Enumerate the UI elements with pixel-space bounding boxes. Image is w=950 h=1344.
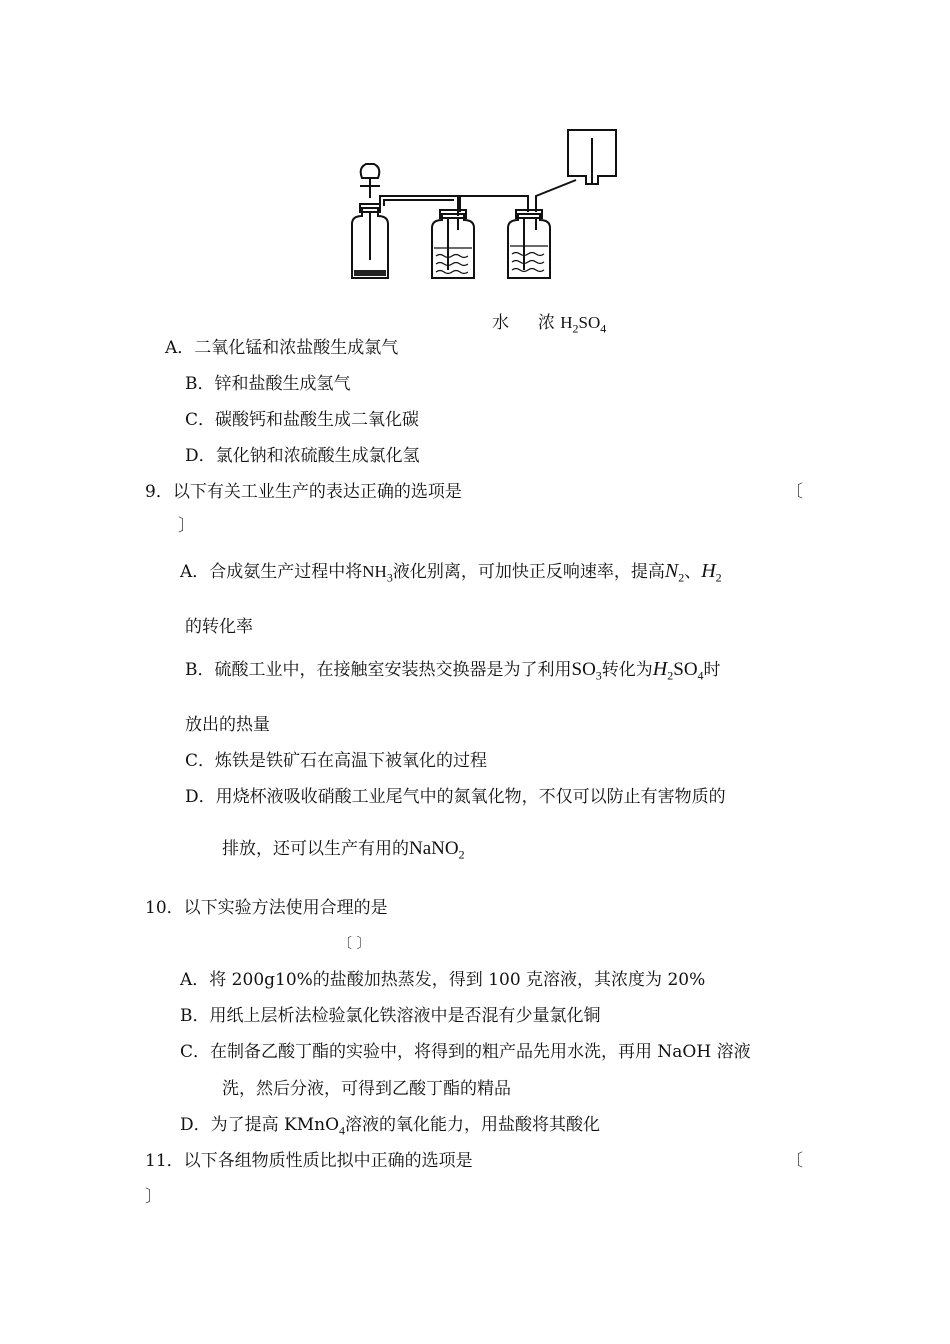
label-water: 水 bbox=[492, 313, 509, 333]
q9-option-c: C．炼铁是铁矿石在高温下被氧化的过程 bbox=[185, 751, 488, 771]
q9-option-a-cont: 的转化率 bbox=[185, 617, 253, 637]
separatory-funnel bbox=[361, 164, 380, 178]
q9-option-b: B．硫酸工业中，在接触室安装热交换器是为了利用$SO_3$转化为$H_2SO_4$时 bbox=[185, 658, 721, 683]
q8-option-c: C．碳酸钙和盐酸生成二氧化碳 bbox=[185, 410, 420, 430]
q8-option-d: D．氯化钠和浓硫酸生成氯化氢 bbox=[185, 446, 420, 466]
q9-option-b-cont: 放出的热量 bbox=[185, 715, 270, 735]
q8-option-a: A．二氧化锰和浓盐酸生成氯气 bbox=[165, 338, 399, 358]
q11-bracket-open: 〔 bbox=[786, 1151, 803, 1171]
q10-option-d: D．为了提高 KMnO$_4$溶液的氧化能力，用盐酸将其酸化 bbox=[180, 1115, 601, 1138]
q10-option-c: C．在制备乙酸丁酯的实验中，将得到的粗产品先用水洗，再用 NaOH 溶液 bbox=[180, 1042, 751, 1062]
water-bottle bbox=[432, 214, 474, 278]
q11-stem: 11．以下各组物质性质比拟中正确的选项是 bbox=[145, 1151, 473, 1171]
label-acid: 浓 $H_2SO_4$ bbox=[537, 313, 607, 336]
q9-bracket-close: 〕 bbox=[178, 516, 195, 536]
figure-labels bbox=[492, 312, 606, 339]
q9-option-a: A．合成氨生产过程中将$NH_3$液化别离，可加快正反响速率，提高$N_2$、$H_2$ bbox=[180, 560, 722, 585]
q10-option-a: A．将 200g10%的盐酸加热蒸发，得到 100 克溶液，其浓度为 20% bbox=[180, 970, 706, 990]
q9-option-d-cont: 排放，还可以生产有用的NaNO$_2$ bbox=[222, 838, 465, 862]
q11-bracket-close: 〕 bbox=[145, 1187, 162, 1207]
q9-bracket-open: 〔 bbox=[786, 482, 803, 502]
q10-option-b: B．用纸上层析法检验氯化铁溶液中是否混有少量氯化铜 bbox=[180, 1006, 601, 1026]
q10-option-c-cont: 洗，然后分液，可得到乙酸丁酯的精品 bbox=[222, 1079, 511, 1099]
q8-option-b: B．锌和盐酸生成氢气 bbox=[185, 374, 351, 394]
q9-stem: 9．以下有关工业生产的表达正确的选项是 bbox=[145, 482, 462, 502]
q9-option-d: D．用烧杯液吸收硝酸工业尾气中的氮氧化物，不仅可以防止有害物质的 bbox=[185, 787, 726, 807]
q10-brackets: 〔 〕 bbox=[338, 936, 371, 952]
q10-stem: 10．以下实验方法使用合理的是 bbox=[145, 898, 388, 918]
apparatus-figure bbox=[340, 120, 620, 290]
